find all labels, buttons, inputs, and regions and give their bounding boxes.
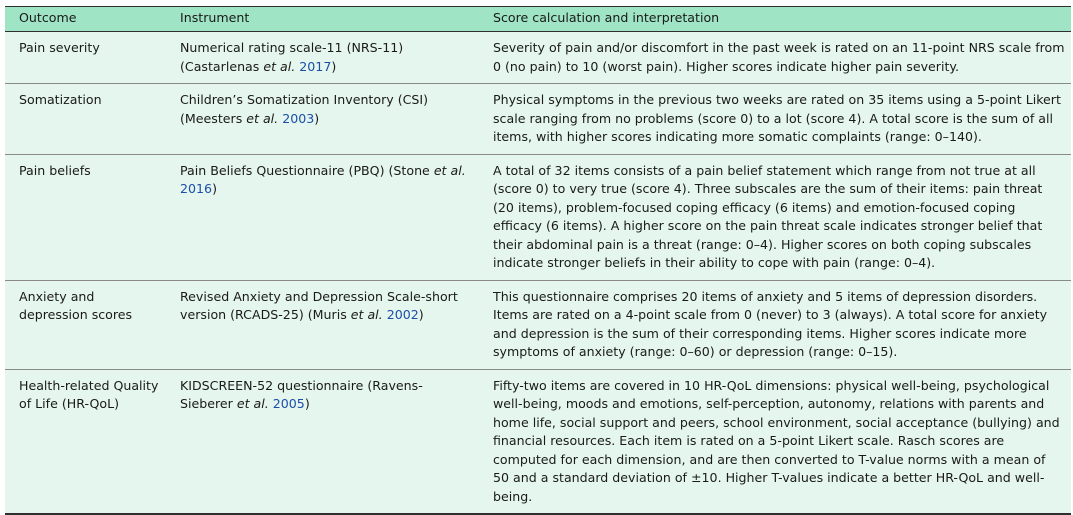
- header-score: Score calculation and interpretation: [479, 7, 1071, 32]
- header-instrument: Instrument: [166, 7, 479, 32]
- et-al: et al.: [263, 58, 296, 74]
- citation-year-link[interactable]: 2005: [272, 396, 305, 411]
- header-outcome: Outcome: [5, 7, 166, 32]
- citation-close: ): [418, 307, 424, 322]
- score-cell: Severity of pain and/or discomfort in the past week is rated on an 11-point NRS scale from 0 (no pain) to 10 (worst pain). Higher scores indicate higher pain severity.: [493, 40, 1065, 74]
- et-al: et al.: [350, 307, 383, 322]
- instrument-cell: [166, 154, 479, 280]
- score-cell: Fifty-two items are covered in 10 HR-QoL dimensions: physical well-being, psychological well-being, moods and emotions, self-perception, autonomy, relations with parents and home life, social support and peers, school environment, social acceptance (bullying) and financial resources. Each item is rated on a 5-point Likert scale. Rasch scores are computed for each dimension, and are then converted to T-value norms with a mean of 50 and a standard deviation of ±10. Higher T-values indicate a better HR-QoL and well-being.: [493, 377, 1060, 504]
- citation-close: ): [212, 181, 217, 196]
- citation-year-link[interactable]: 2002: [386, 307, 419, 322]
- citation-year-link[interactable]: 2017: [299, 58, 332, 74]
- citation-close: ): [314, 110, 320, 126]
- et-al: et al.: [236, 396, 269, 411]
- instrument-name: Revised Anxiety and Depression Scale-short version (RCADS-25) (Muris: [180, 288, 458, 322]
- table-row: [5, 154, 1071, 280]
- outcome-cell: Pain beliefs: [19, 162, 91, 178]
- outcome-cell: Somatization: [19, 92, 102, 107]
- instrument-name: Pain Beliefs Questionnaire (PBQ) (Stone: [180, 162, 434, 178]
- citation-year-link[interactable]: 2016: [180, 181, 213, 196]
- citation-year-link[interactable]: 2003: [282, 110, 315, 126]
- instrument-name: Children’s Somatization Inventory (CSI) (Meesters: [180, 92, 429, 126]
- table-row: [5, 84, 1071, 155]
- instruments-table: [5, 6, 1071, 515]
- et-al: et al.: [433, 162, 466, 178]
- citation-close: ): [304, 396, 310, 411]
- table-header-row: [5, 7, 1071, 32]
- instrument-cell: [166, 280, 479, 369]
- instrument-cell: [166, 369, 479, 514]
- outcome-cell: Health-related Quality of Life (HR-QoL): [19, 377, 159, 411]
- et-al: et al.: [246, 110, 279, 126]
- table-row: [5, 32, 1071, 84]
- instrument-cell: [166, 32, 479, 84]
- table-row: [5, 369, 1071, 514]
- score-cell: Physical symptoms in the previous two weeks are rated on 35 items using a 5-point Likert scale ranging from no problems (score 0) to a lot (score 4). A total score is the sum of all items, with higher scores indicating more somatic complaints (range: 0–140).: [493, 92, 1061, 144]
- instrument-name: KIDSCREEN-52 questionnaire (Ravens-Sieberer: [180, 377, 423, 411]
- instrument-cell: [166, 84, 479, 155]
- instrument-name: Numerical rating scale-11 (NRS-11) (Castarlenas: [180, 40, 404, 74]
- citation-close: ): [331, 58, 337, 74]
- table-row: [5, 280, 1071, 369]
- outcome-cell: Pain severity: [19, 40, 100, 55]
- score-cell: A total of 32 items consists of a pain belief statement which range from not true at all (score 0) to very true (score 4). Three subscales are the sum of their items: pain threat (20 items), problem-focused coping efficacy (6 items) and emotion-focused coping efficacy (6 items). A higher score on the pain threat scale indicates stronger belief that their abdominal pain is a threat (range: 0–4). Higher scores on both coping subscales indicate stronger beliefs in their ability to cope with pain (range: 0–4).: [493, 162, 1043, 270]
- score-cell: This questionnaire comprises 20 items of anxiety and 5 items of depression disorders. Items are rated on a 4-point scale from 0 (never) to 3 (always). A total score for anxiety and depression is the sum of their corresponding items. Higher scores indicate more symptoms of anxiety (range: 0–60) or depression (range: 0–15).: [493, 288, 1048, 359]
- outcome-cell: Anxiety and depression scores: [19, 288, 133, 322]
